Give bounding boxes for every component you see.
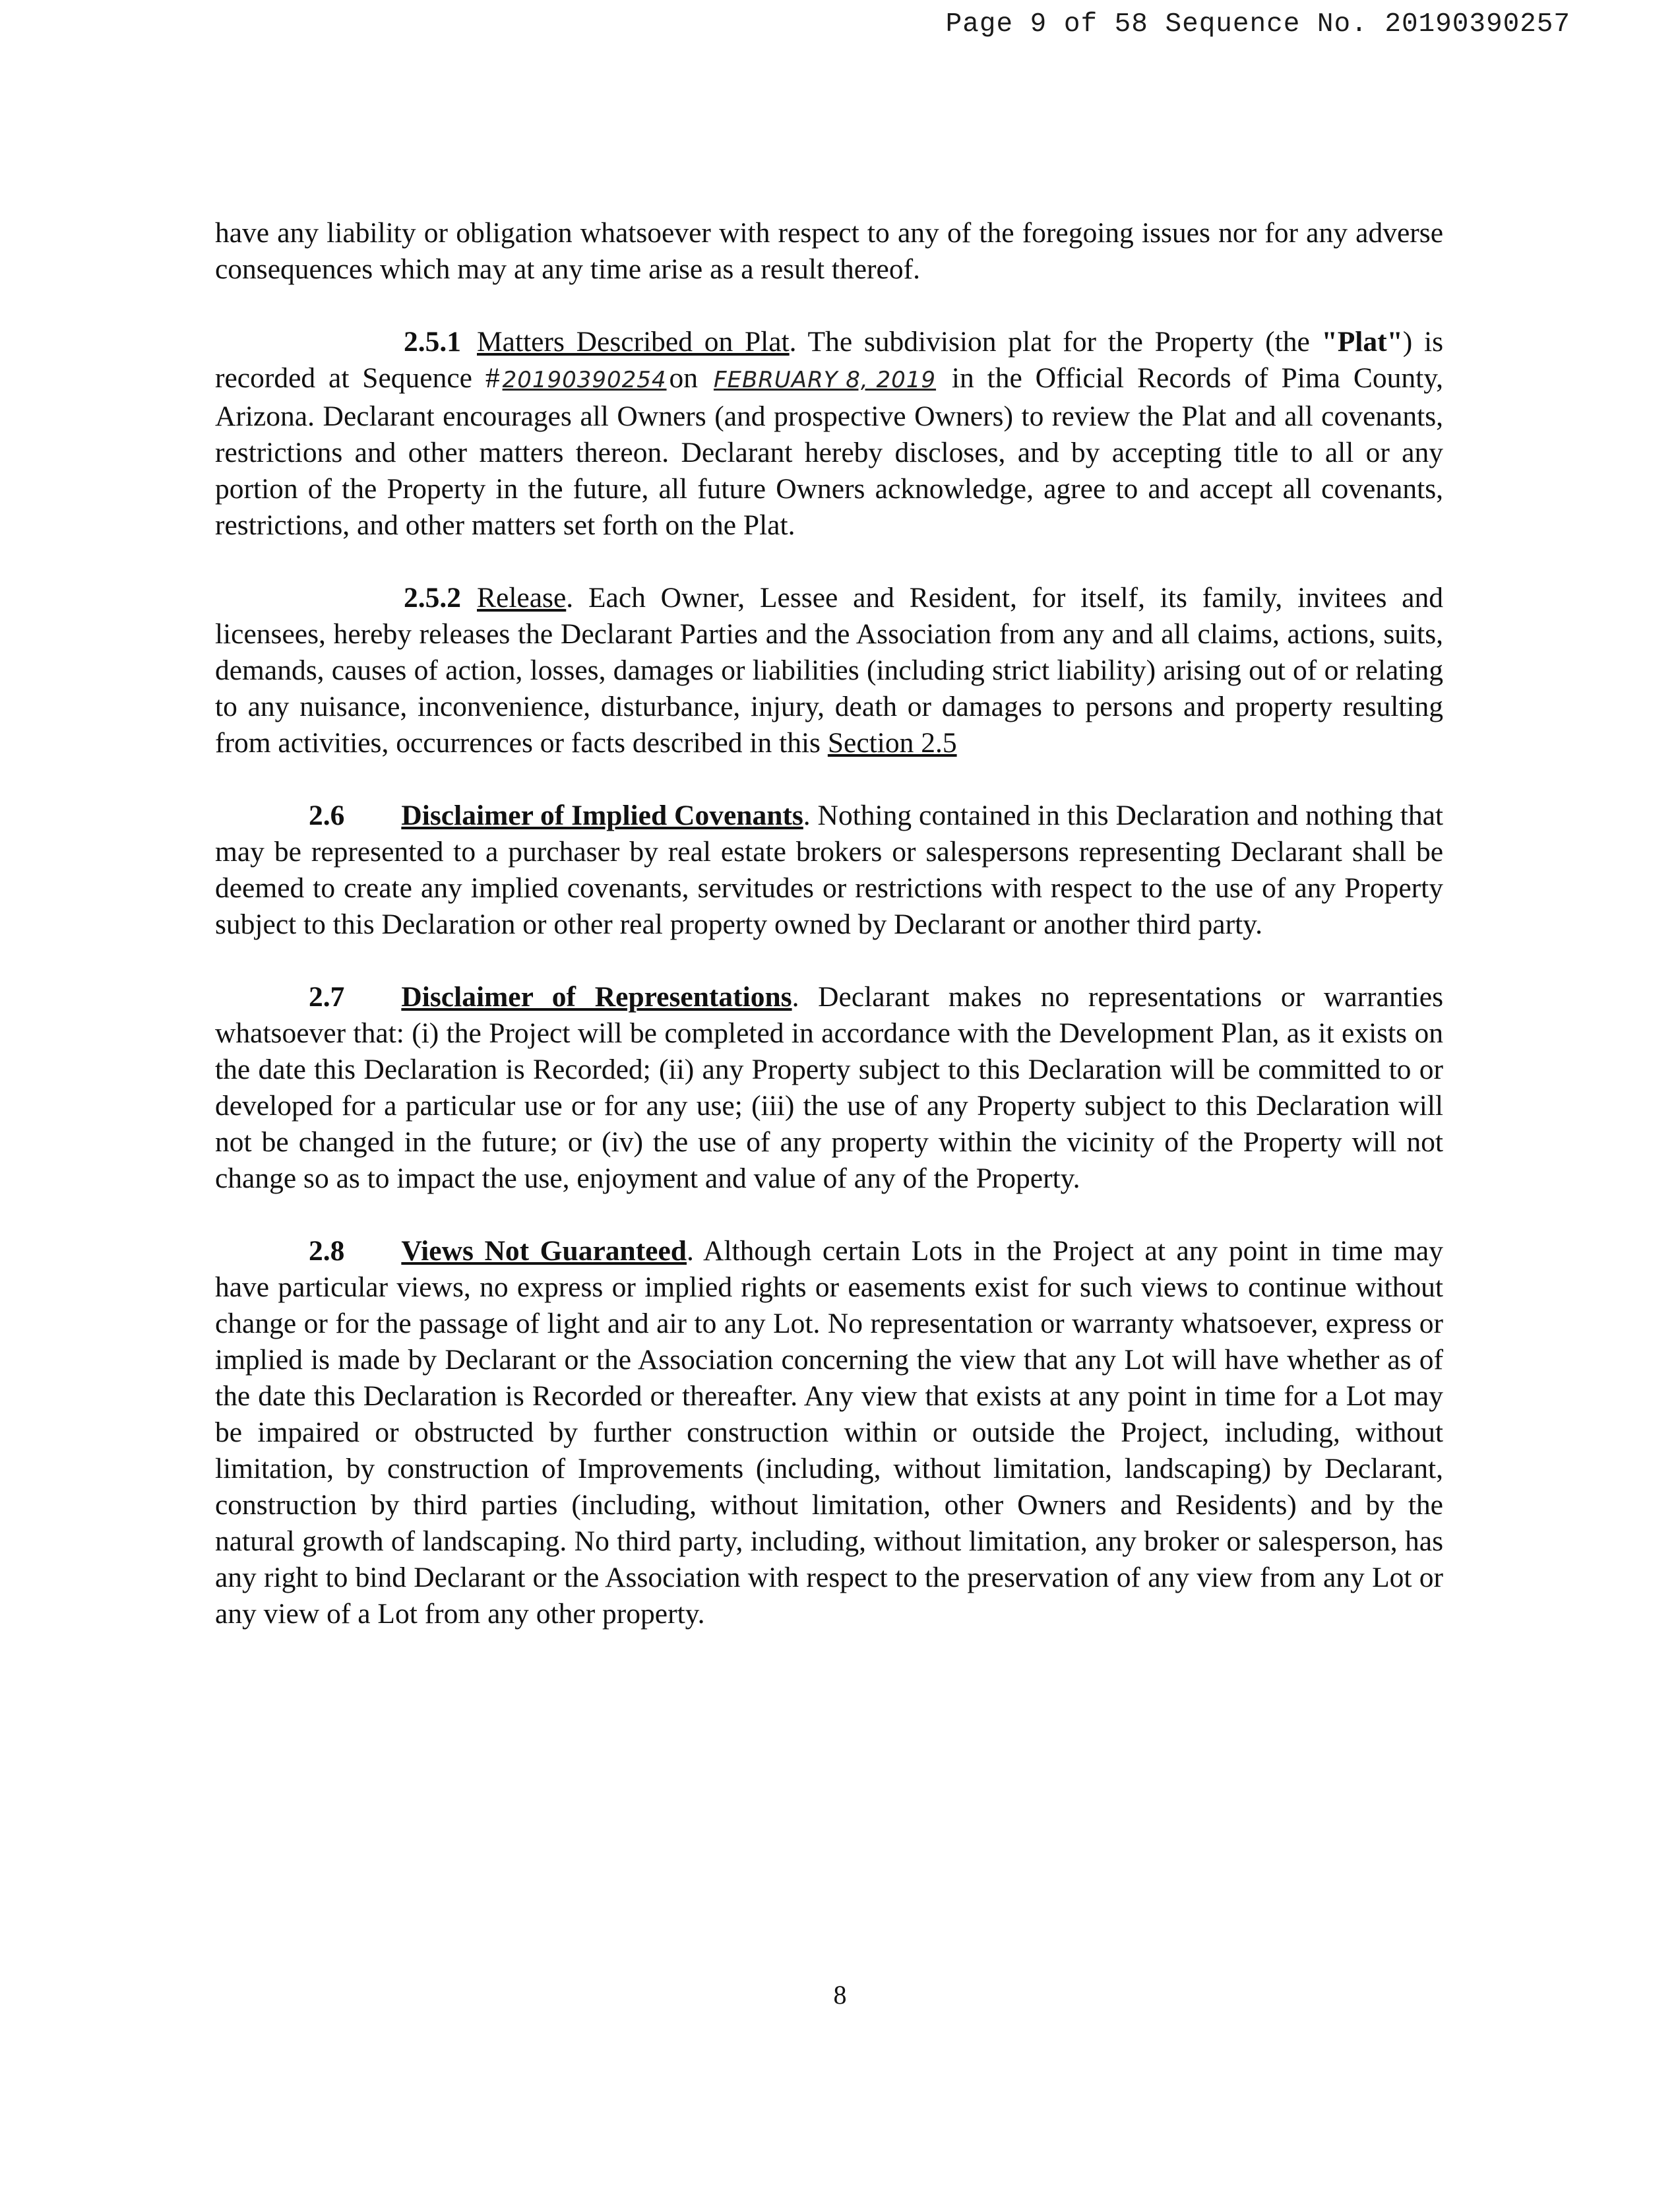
section-number: 2.5.1: [404, 326, 461, 358]
section-heading: Release: [477, 582, 567, 614]
section-heading: Views Not Guaranteed: [401, 1235, 687, 1267]
handwritten-date: FEBRUARY 8, 2019: [713, 367, 937, 393]
section-2-5-2: 2.5.2 Release. Each Owner, Lessee and Resident, for itself, its family, invitees and licensees, hereby releases the Declarant Parties and the Association from any and all claims, actions, suits, demands, causes of action, losses, damages or liabilities (including strict liability) arising out of or relating to any nuisance, inconvenience, disturbance, injury, death or damages to persons and property resulting from activities, occurrences or facts described in this Section 2.5: [215, 582, 1443, 759]
page-header-sequence: Page 9 of 58 Sequence No. 20190390257: [945, 9, 1571, 40]
section-number: 2.5.2: [404, 582, 461, 614]
section-2-6: 2.6 Disclaimer of Implied Covenants. Nothing contained in this Declaration and nothing that may be represented to a purchaser by real estate brokers or salespersons representing Declarant shall be deemed to create any implied covenants, servitudes or restrictions with respect to the use of any Property subject to this Declaration or other real property owned by Declarant or another third party.: [215, 800, 1443, 940]
section-heading: Disclaimer of Representations: [401, 981, 792, 1013]
section-reference: Section 2.5: [827, 727, 957, 759]
section-2-5-1: 2.5.1 Matters Described on Plat. The subdivision plat for the Property (the "Plat") is recorded at Sequence # 20190390254on FEBRUARY 8, 2019 in the Official Records of Pima County, Arizona. Declarant encourages all Owners (and prospective Owners) to review the Plat and all covenants, restrictions and other matters thereon. Declarant hereby discloses, and by accepting title to all or any portion of the Property in the future, all future Owners acknowledge, agree to and accept all covenants, restrictions, and other matters set forth on the Plat.: [215, 326, 1444, 541]
section-heading: Disclaimer of Implied Covenants: [401, 800, 803, 831]
section-2-7: 2.7 Disclaimer of Representations. Declarant makes no representations or warranties whatsoever that: (i) the Project will be completed in accordance with the Development Plan, as it exists on the date this Declaration is Recorded; (ii) any Property subject to this Declaration will be committed to or developed for a particular use or for any use; (iii) the use of any Property subject to this Declaration will not be changed in the future; or (iv) the use of any property within the vicinity of the Property will not change so as to impact the use, enjoyment and value of any of the Property.: [215, 981, 1444, 1194]
document-body: [215, 215, 1443, 1669]
section-heading: Matters Described on Plat: [477, 326, 790, 358]
section-number: 2.6: [309, 800, 345, 831]
handwritten-sequence-number: 20190390254: [502, 367, 667, 393]
section-number: 2.7: [309, 981, 345, 1013]
section-2-8: 2.8 Views Not Guaranteed. Although certain Lots in the Project at any point in time may have particular views, no express or implied rights or easements exist for such views to continue without change or for the passage of light and air to any Lot. No representation or warranty whatsoever, express or implied is made by Declarant or the Association concerning the view that any Lot will have whether as of the date this Declaration is Recorded or thereafter. Any view that exists at any point in time for a Lot may be impaired or obstructed by further construction within or outside the Project, including, without limitation, by construction of Improvements (including, without limitation, landscaping) by Declarant, construction by third parties (including, without limitation, other Owners and Residents) and by the natural growth of landscaping. No third party, including, without limitation, any broker or salesperson, has any right to bind Declarant or the Association with respect to the preservation of any view from any Lot or any view of a Lot from any other property.: [215, 1235, 1443, 1630]
continuation-paragraph: [215, 215, 1443, 288]
page-number: 8: [833, 1980, 847, 2010]
section-number: 2.8: [309, 1235, 345, 1267]
continuation-text: have any liability or obligation whatsoever with respect to any of the foregoing issues nor for any adverse consequences which may at any time arise as a result thereof.: [215, 217, 1443, 285]
defined-term-plat: "Plat": [1321, 326, 1403, 358]
